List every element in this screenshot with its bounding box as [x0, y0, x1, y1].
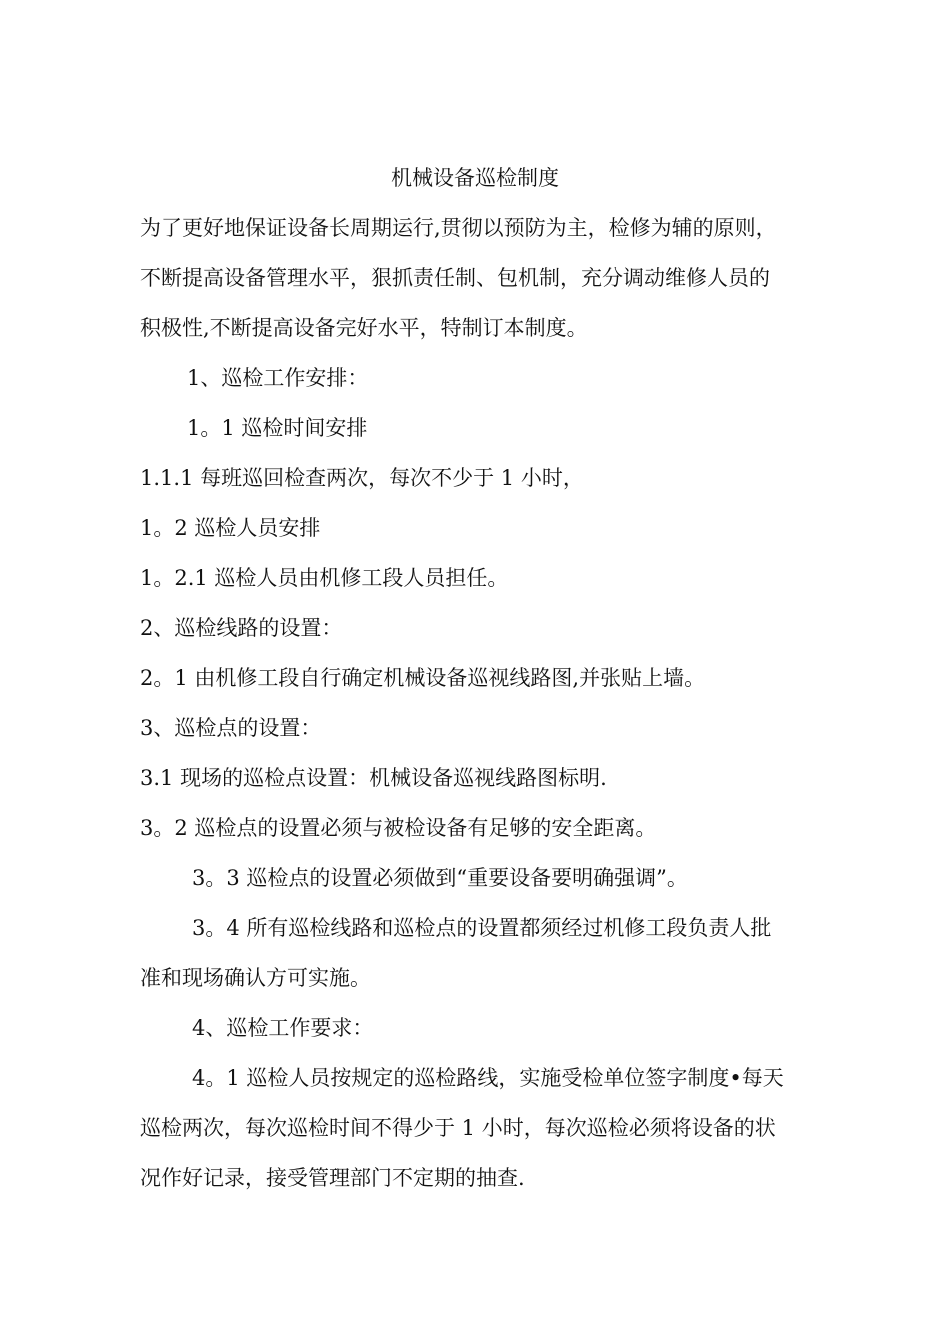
- section-4-1-line-1: 4。1 巡检人员按规定的巡检路线，实施受检单位签字制度•每天: [192, 1066, 784, 1090]
- section-2-1-text: 2。1 由机修工段自行确定机械设备巡视线路图,并张贴上墙。: [140, 666, 706, 690]
- section-3-heading: 3、巡检点的设置：: [140, 716, 322, 740]
- intro-line-3: 积极性,不断提高设备完好水平，特制订本制度。: [140, 316, 588, 340]
- section-1-1-1-text: 1.1.1 每班巡回检查两次，每次不少于 1 小时，: [140, 466, 584, 490]
- section-1-2-heading: 1。2 巡检人员安排: [140, 516, 321, 540]
- intro-line-2: 不断提高设备管理水平，狠抓责任制、包机制，充分调动维修人员的: [140, 266, 770, 290]
- section-4-1-line-3: 况作好记录，接受管理部门不定期的抽查.: [140, 1166, 525, 1190]
- section-3-1-text: 3.1 现场的巡检点设置：机械设备巡视线路图标明.: [140, 766, 607, 790]
- intro-line-1: 为了更好地保证设备长周期运行,贯彻以预防为主，检修为辅的原则，: [140, 216, 777, 240]
- section-1-heading: 1、巡检工作安排：: [187, 366, 369, 390]
- section-3-4-line-1: 3。4 所有巡检线路和巡检点的设置都须经过机修工段负责人批: [192, 916, 772, 940]
- section-3-4-line-2: 准和现场确认方可实施。: [140, 966, 371, 990]
- section-2-heading: 2、巡检线路的设置：: [140, 616, 343, 640]
- section-4-1-line-2: 巡检两次，每次巡检时间不得少于 1 小时，每次巡检必须将设备的状: [140, 1116, 776, 1140]
- section-3-3-text: 3。3 巡检点的设置必须做到“重要设备要明确强调”。: [192, 866, 688, 890]
- document-title: 机械设备巡检制度: [391, 166, 559, 190]
- section-1-2-1-text: 1。2.1 巡检人员由机修工段人员担任。: [140, 566, 509, 590]
- section-1-1-heading: 1。1 巡检时间安排: [187, 416, 368, 440]
- section-3-2-text: 3。2 巡检点的设置必须与被检设备有足够的安全距离。: [140, 816, 657, 840]
- section-4-heading: 4、巡检工作要求：: [192, 1016, 374, 1040]
